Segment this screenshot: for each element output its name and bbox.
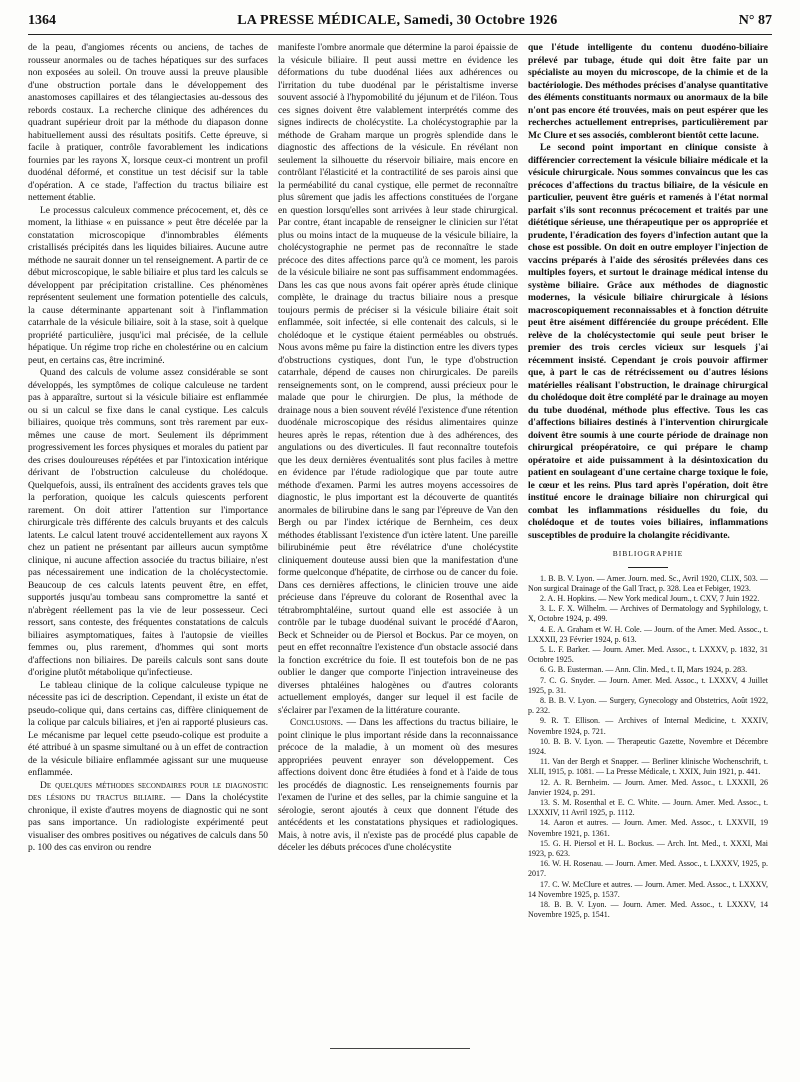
page-number: 1364 [28, 13, 56, 28]
paragraph: Le processus calculeux commence précocement, et, dès ce moment, la lithiase « en puissance » peut être décelée par la constatation microscopique d'innombrables éléments cristallisés précipités dans les liquides biliaires. Aucune autre méthode ne saurait donner un tel renseignement. A partir de ce début microscopique, le sable biliaire et plus tard les calculs se développent par précipitation cristalline. Ces phénomènes représentent seulement une formation potentielle des calculs, la cause déterminante appartenant soit à l'inflammation catarrhale de la vésicule biliaire, soit à la stase, soit à quelque propriété particulière, jusqu'ici mal précisée, de la cellule hépatique. Un régime trop riche en cholestérine ou en calcium peut, en certains cas, être incriminé. [28, 205, 268, 366]
bibliography-item: 13. S. M. Rosenthal et E. C. White. — Journ. Amer. Med. Assoc., t. LXXXIV, 11 Avril 1925, p. 1112. [528, 797, 768, 818]
page-header [28, 8, 772, 35]
paragraph: manifeste l'ombre anormale que détermine la paroi épaissie de la vésicule biliaire. Il peut aussi mettre en évidence les déformations du tube duodénal liées aux adhérences ou l'irritation du tube duodénal par le péristaltisme inverse souvent associé à l'hypomobilité du jéjunum et de l'iléon. Tous ces signes doivent être valablement interprétés comme des signes indirects de cholécystite. La cholécystographie par la méthode de Graham marque un progrès splendide dans le diagnostic des affections de la vésicule. En révélant non seulement la silhouette du réservoir biliaire, mais encore en contrôlant l'élasticité et la contractilité de ses parois ainsi que la perméabilité du canal cystique, elle permet de reconnaître plus sûrement que jadis les affections constituées de l'organe en question lorsqu'elles sont arrivées à leur stade chirurgical. Par contre, étant incapable de renseigner le clinicien sur l'état plus ou moins intact de la muqueuse de la vésicule biliaire, la cholécystographie ne permet pas de reconnaître le stade précoce des dites affections parce qu'à ce moment, les parois de la vésicule biliaire ne sont pas suffisamment endommagées. Dans les cas que nous avons fait opérer après étude clinique complète, le drainage du tractus biliaire nous a presque toujours permis de préciser si la vésicule biliaire était soit enflammée, soit infectée, si elle contenait des calculs, si le cholédoque et le cystique étaient perméables ou obstrués. Nous avons même pu faire la distinction entre les divers types d'obstructions cystiques, dont l'un, le type d'obstruction catarrhale, dépend de causes non chirurgicales. De pareils renseignements sont, on le comprend, aussi précieux pour le malade que pour le chirurgien. De plus, la méthode de drainage nous a bien souvent révélé l'existence d'une rétention duodénale microscopique des résidus alimentaires quinze heures après le repas, rétention due à des adhérences, des angulations ou des diverticules. Il faut reconnaître toutefois que les deux dernières éventualités sont plus faciles à mettre en évidence par l'étude radiologique que par toute autre méthode d'examen. Parmi les autres moyens accessoires de diagnostic, le plus important est la découverte de quantités anormales de bilirubine dans le sang par l'épreuve de Van den Bergh ou par l'index ictérique de Bernheim, ces deux méthodes établissant l'existence d'un ictère latent. Une pareille bilirubinémie peut être révélatrice d'une cholécystite cliniquement douteuse aussi bien que la manifestation d'une forme quelconque d'hépatite, de cirrhose ou de cancer du foie. Dans ces dernières affections, le clinicien trouve une aide précieuse dans l'épreuve du colorant de Rosenthal avec la tétrabromphtaléine, surtout quand elle est associée à un contrôle par le tubage duodénal suivant le procédé d'Aaron, Beck et Schneider ou de Piersol et Bockus. Par ce moyen, on peut en effet reconnaître l'existence d'un obstacle associé dans la fonction excrétrice du foie. Il est toutefois bon de ne pas oublier le danger que comporte l'injection intraveineuse des diverses phtaléines halogènes ou d'autres colorants actuellement employés, danger sur lequel il est facile de s'éclairer par l'examen de la littérature courante. [278, 43, 518, 716]
bibliography-item: 4. E. A. Graham et W. H. Cole. — Journ. of the Amer. Med. Assoc., t. LXXXII, 23 Février 1924, p. 613. [528, 624, 768, 644]
paragraph: Quand des calculs de volume assez considérable se sont développés, les symptômes de colique calculeuse ne tardent pas à apparaître, surtout si la vésicule biliaire est enflammée ou si un calcul se fixe dans le canal cystique. Les calculs biliaires, quoique très communs, sont très rarement par eux-mêmes une cause de mort. Seulement ils déprimment progressivement les forces physiques et morales du patient par des crises douloureuses répétées et par l'intoxication intérique dérivant de l'obstruction calculeuse du cholédoque. Quelquefois, aussi, ils entraînent des accidents graves tels que la perforation, quoique les calculs quiescents perforent rarement. On doit attirer l'attention sur l'importance chirurgicale très différente des calculs bruyants et des calculs latents. Le calcul latent trouvé accidentellement aux rayons X chez un patient ne présentant par ailleurs aucun symptôme clinique, ni aucune affection associée du tractus biliaire, n'est pas nécessairement une indication de la cholécystectomie. Beaucoup de ces calculs latents peuvent être, en effet, supportés jusqu'au tombeau sans compromettre la santé et n'abrègent réellement pas la vie de leur possesseur. Ceci ressort, sans conteste, des fréquentes constatations de calculs biliaires asymptomatiques, faites à l'autopsie de vieilles femmes ou, plus rarement, d'hommes qui sont morts d'affections non biliaires. De pareils calculs sont sans doute d'origine plutôt métabolique qu'infectieuse. [28, 368, 268, 678]
paragraph: Le tableau clinique de la colique calculeuse typique ne nécessite pas ici de description. Cependant, il existe un état de pseudo-colique qui, dans certains cas, diffère cliniquement de la colique par calculs biliaires, et j'en ai rapporté plusieurs cas. Le mécanisme par lequel cette pseudo-colique est produite a été attribué à un spasme simultané ou à un effet de contraction de la vésicule biliaire enflammée agissant sur une muqueuse enflammée. [28, 680, 268, 778]
divider [330, 1048, 470, 1049]
bibliography-item: 10. B. B. V. Lyon. — Therapeutic Gazette, Novembre et Décembre 1924. [528, 736, 768, 756]
bibliography-item: 17. C. W. McClure et autres. — Journ. Amer. Med. Assoc., t. LXXXV, 14 Novembre 1925, p. 1537. [528, 879, 768, 899]
bibliography-list [528, 574, 768, 921]
bibliography-item: 3. L. F. X. Wilhelm. — Archives of Dermatology and Syphilology, t. X, Octobre 1924, p. 499. [528, 604, 768, 624]
section-text: Dans les affections du tractus biliaire, le point clinique le plus important réside dans la reconnaissance précoce de la maladie, à un moment où des mesures appropriées peuvent enrayer son développement. Ces affections doivent donc être étudiées à fond et à l'aide de tous les procédés de diagnostic. Les renseignements fournis par l'examen de l'urine et des selles, par la chimie sanguine et la sérologie, seront ajoutés à ceux que donnent l'étude des antécédents et les constatations physiques et radiologiques. Mais, à notre avis, il n'existe pas de procédé plus capable de déceler les débuts précoces d'une cholécystite [278, 718, 518, 853]
bibliography-item: 1. B. B. V. Lyon. — Amer. Journ. med. Sc., Avril 1920, CLIX, 503. — Non surgical Drainage of the Gall Tract, p. 328. Lea et Febiger, 1923. [528, 573, 768, 593]
paragraph: Le second point important en clinique consiste à différencier correctement la vésicule biliaire médicale et la vésicule chirurgicale. Nous sommes convaincus que les cas précoces d'affections du tractus biliaire, de la vésicule en particulier, peuvent être guéris et ramenés à l'état normal parfait s'ils sont reconnus précocement et traités par une diététique sérieuse, une thérapeutique per os appropriée et prudente, l'éradication des foyers d'infection autant que la chose est possible. On doit en outre employer l'injection de vaccins préparés à l'aide des sérosités prélevées dans ces multiples foyers, et surtout le drainage médical intense du système biliaire. Grâce aux méthodes de diagnostic modernes, la vésicule biliaire chirurgicale à lésions macroscopiquement reconnaissables et à fonction détruite peut être aisément différenciée du groupe précédent. Elle relève de la cholécystectomie qui seule peut briser le premier des trois cercles vicieux sur lesquels j'ai récemment insisté. Cependant je crois pouvoir affirmer que, à part le cas de rétrécissement ou d'autres lésions matérielles réalisant l'obstruction, le drainage chirurgical du cholédoque doit être complété par le drainage au moyen du tube duodénal, méthode plus effective. Tous les cas d'affections biliaires destinés à l'intervention chirurgicale doivent être soumis à une courte période de drainage non chirurgical préopératoire, ce qui prépare le champ opératoire et aide puissamment à la désintoxication du patient en soulageant d'une certaine charge toxique le foie, le cœur et les reins. Plus tard après l'opération, doit être institué encore le drainage biliaire non chirurgical qui combat les inflammations résiduelles du foie, du cholédoque et de toutes voies biliaires, inflammations susceptibles de produire la cholangite récidivante. [528, 143, 768, 541]
section-paragraph [278, 717, 518, 855]
bibliography-item: 7. C. G. Snyder. — Journ. Amer. Med. Assoc., t. LXXXV, 4 Juillet 1925, p. 31. [528, 675, 768, 695]
column-middle [278, 42, 518, 1072]
divider [628, 567, 668, 568]
bibliography-item: 5. L. F. Barker. — Journ. Amer. Med. Assoc., t. LXXXV, p. 1832, 31 Octobre 1925. [528, 644, 768, 665]
bibliography-item: 6. G. B. Eusterman. — Ann. Clin. Med., t. II, Mars 1924, p. 283. [540, 665, 748, 675]
section-heading: De quelques méthodes secondaires pour le diagnostic des lésions du tractus biliaire. — [28, 780, 268, 803]
paragraph: que l'étude intelligente du contenu duodéno-biliaire prélevé par tubage, étude qui doit être faite par un spécialiste au moyen du microscope, de la chimie et de la bactériologie. Des méthodes précises d'analyse quantitative des éléments constituants normaux ou anormaux de la bile n'ont pas encore été trouvées, mais on peut espérer que les recherches actuellement entreprises, particulièrement par Mc Clure et ses associés, combleront bientôt cette lacune. [528, 43, 768, 141]
bibliography-item: 2. A. H. Hopkins. — New York medical Journ., t. CXV, 7 Juin 1922. [540, 593, 760, 603]
journal-title: LA PRESSE MÉDICALE, Samedi, 30 Octobre 1926 [237, 13, 558, 28]
bibliography-item: 18. B. B. V. Lyon. — Journ. Amer. Med. Assoc., t. LXXXV, 14 Novembre 1925, p. 1541. [528, 900, 768, 920]
section-paragraph [28, 780, 268, 855]
bibliography-item: 9. R. T. Ellison. — Archives of Internal Medicine, t. XXXIV, Novembre 1924, p. 721. [528, 716, 768, 736]
paragraph: de la peau, d'angiomes récents ou anciens, de taches de rousseur anormales ou de taches hépatiques sur des surfaces non exposées au soleil. On trouve aussi la preuve plausible d'une obstruction portale dans le développement des anastomoses capillaires et des télangiectasies au-dessous des rebords costaux. La recherche clinique des adhérences du quadrant supérieur droit par la méthode du diapason donne habituellement aussi des résultats positifs. Cette épreuve, si facile à pratiquer, contrôle favorablement les indications fournies par les rayons X, lorsque ceux-ci montrent un profil duodénal déformé, et constitue un test décisif sur la table d'opération. A ce stade, l'affection du tractus biliaire est nettement établie. [28, 43, 268, 203]
column-right [528, 42, 768, 1072]
conclusions-heading: Conclusions. — [290, 718, 356, 728]
section-text: Dans la cholécystite chronique, il existe d'autres moyens de diagnostic qui ne sont pas sans importance. Un radiologiste expérimenté peut visualiser des ombres positives ou négatives de calculs dans 50 p. 100 des cas environ ou rendre [28, 793, 268, 853]
bibliography-heading: BIBLIOGRAPHIE [612, 549, 684, 558]
bibliography-item: 8. B. B. V. Lyon. — Surgery, Gynecology and Obstetrics, Août 1922, p. 232. [528, 695, 768, 716]
bibliography-item: 15. G. H. Piersol et H. L. Bockus. — Arch. Int. Med., t. XXXI, Mai 1923, p. 623. [528, 838, 768, 858]
bibliography-item: 14. Aaron et autres. — Journ. Amer. Med. Assoc., t. LXXVII, 19 Novembre 1921, p. 1361. [528, 818, 768, 838]
bibliography-item: 16. W. H. Rosenau. — Journ. Amer. Med. Assoc., t. LXXXV, 1925, p. 2017. [528, 859, 768, 879]
issue-number: N° 87 [738, 13, 772, 28]
column-left [28, 42, 268, 1072]
bibliography-item: 12. A. R. Bernheim. — Journ. Amer. Med. Assoc., t. LXXXII, 26 Janvier 1924, p. 291. [528, 777, 768, 797]
bibliography-item: 11. Van der Bergh et Snapper. — Berliner klinische Wochenschrift, t. XLII, 1915, p. 1081. — La Presse Médicale, t. XXIX, Juin 1921, p. 441. [528, 757, 768, 777]
